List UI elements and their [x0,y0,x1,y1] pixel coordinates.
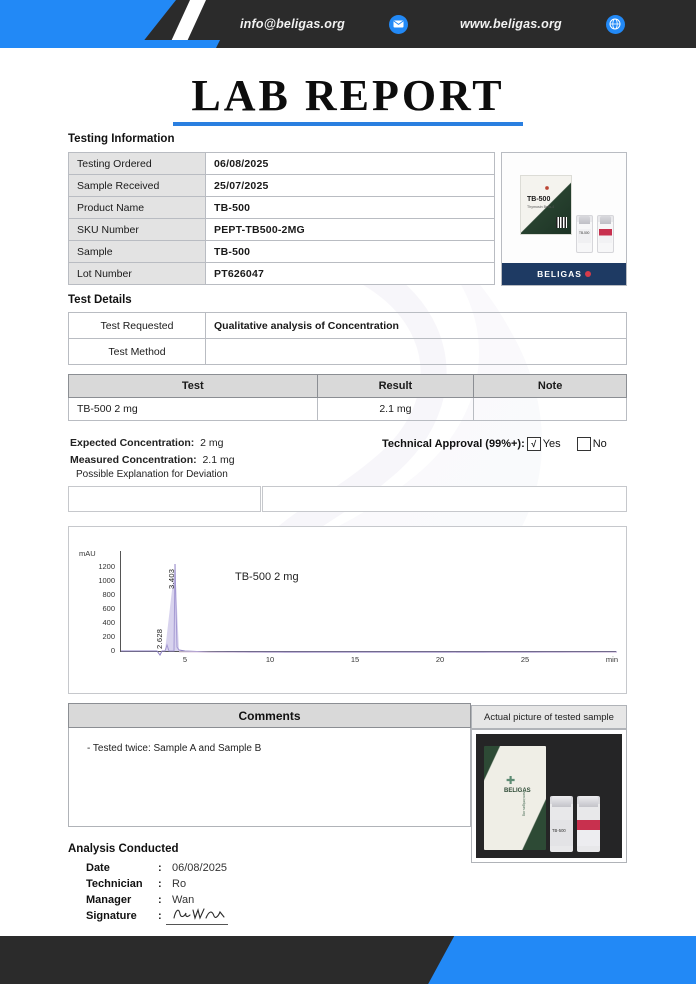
vial-cap [579,796,598,807]
product-box-title: TB-500 [527,196,551,203]
analysis-manager-value: Wan [172,894,195,906]
row-value: PT626047 [206,263,495,285]
comments-body [68,728,471,827]
row-label: Product Name [69,197,206,219]
table-header-row [69,375,627,398]
approval-yes-checkbox[interactable]: √ [527,437,541,451]
analysis-technician-value: Ro [172,878,187,890]
vial-label [550,820,573,846]
chart-x-axis-unit: min [605,655,618,664]
measured-concentration-label: Measured Concentration: [70,454,197,466]
analysis-date-label: Date [86,862,110,874]
vial-label [577,820,600,846]
column-header-test: Test [69,375,318,398]
analysis-date-row [86,862,227,874]
section-heading-analysis-conducted: Analysis Conducted [68,843,179,855]
brand-band [502,263,626,285]
section-heading-testing-information: Testing Information [68,133,175,145]
vial-label [578,229,591,243]
analysis-technician-label: Technician [86,878,143,890]
row-value: TB-500 [206,241,495,263]
product-image-box [501,152,627,286]
sample-vial-graphic [577,796,600,852]
page-header [0,0,696,48]
page-footer [0,936,696,984]
vial-cap [552,796,571,807]
y-tick-label: 400 [102,618,115,627]
brand-mark-icon [543,184,551,192]
table-row [69,398,627,421]
row-label: Sample Received [69,175,206,197]
vial-cap [579,216,590,224]
page-title: LAB REPORT [191,71,505,120]
y-tick-label: 800 [102,590,115,599]
header-email-text: info@beligas.org [240,17,345,31]
brand-dot-icon [585,271,591,277]
table-row [69,197,495,219]
brand-name: BELIGAS [537,269,582,279]
vial-label [599,229,612,243]
y-tick-label: 600 [102,604,115,613]
testing-information-table [68,152,495,285]
qr-code-icon [556,217,567,228]
row-label: Test Method [69,339,206,365]
vial-graphic [597,215,614,253]
sample-picture-header: Actual picture of tested sample [471,705,627,729]
y-tick-label: 0 [110,646,115,655]
row-label: Lot Number [69,263,206,285]
cell-test: TB-500 2 mg [69,398,318,421]
x-tick-label: 25 [520,655,530,664]
column-header-result: Result [317,375,474,398]
signature-line [166,924,228,925]
table-row [69,263,495,285]
vial-cap [600,216,611,224]
x-tick-label: 10 [265,655,275,664]
deviation-input-left[interactable] [68,486,261,512]
section-heading-test-details: Test Details [68,294,132,306]
approval-yes-label: Yes [542,438,561,450]
title-underline [173,122,523,126]
expected-concentration [70,437,223,449]
table-row [69,175,495,197]
table-row [69,153,495,175]
analysis-signature-row [86,910,172,922]
footer-blue-shape [386,936,696,984]
header-blue-underline-shape [0,40,220,48]
vial-label-text: TB-500 [579,231,590,235]
test-details-table [68,312,627,365]
row-value: 06/08/2025 [206,153,495,175]
sample-box-graphic [484,746,546,850]
chart-plot-area [69,527,626,693]
analysis-signature-label: Signature [86,910,137,922]
globe-icon[interactable] [606,15,625,34]
analysis-manager-label: Manager [86,894,132,906]
table-row [69,219,495,241]
x-tick-label: 15 [350,655,360,664]
analysis-technician-row [86,878,186,890]
colon-separator: : [158,894,162,906]
envelope-icon[interactable] [389,15,408,34]
deviation-explanation-label: Possible Explanation for Deviation [76,469,228,480]
header-contact-group [240,0,696,48]
technical-approval-group [382,437,621,451]
row-value: TB-500 [206,197,495,219]
cell-result: 2.1 mg [317,398,474,421]
sample-vial-graphic [550,796,573,852]
deviation-input-right[interactable] [262,486,627,512]
colon-separator: : [158,878,162,890]
page-title-block [0,72,696,126]
peak-label-main: 3.403 [167,568,176,589]
sample-brand-name: BELIGAS [504,788,531,794]
comments-header: Comments [68,703,471,728]
row-value: 25/07/2025 [206,175,495,197]
expected-concentration-label: Expected Concentration: [70,437,195,449]
table-row [69,241,495,263]
colon-separator: : [158,910,162,922]
y-tick-label: 200 [102,632,115,641]
approval-no-label: No [592,438,607,450]
sample-brand-url: www.beligas.org [522,790,526,817]
product-box-subtitle: Thymosin Beta-4 [527,205,555,209]
column-header-note: Note [474,375,627,398]
chart-y-axis-label: mAU [79,549,96,558]
analysis-date-value: 06/08/2025 [172,862,228,874]
sample-photo [476,734,622,858]
x-tick-label: 20 [435,655,445,664]
x-tick-label: 5 [182,655,188,664]
colon-separator: : [158,862,162,874]
row-value [206,339,627,365]
vial-graphic [576,215,593,253]
header-website-text: www.beligas.org [459,17,562,31]
product-box-graphic [520,175,572,235]
y-tick-label: 1200 [98,562,115,571]
results-table [68,374,627,421]
signature-mark [172,905,230,923]
row-label: SKU Number [69,219,206,241]
vial-label-text: TB-500 [552,828,566,833]
row-value: Qualitative analysis of Concentration [206,313,627,339]
measured-concentration [70,454,235,466]
approval-no-checkbox[interactable] [577,437,591,451]
table-row [69,313,627,339]
chromatogram-trace [69,527,628,695]
technical-approval-label: Technical Approval (99%+): [382,438,525,450]
row-label: Test Requested [69,313,206,339]
sample-picture-box [471,729,627,863]
row-value: PEPT-TB500-2MG [206,219,495,241]
cell-note [474,398,627,421]
row-label: Sample [69,241,206,263]
table-row [69,339,627,365]
chromatogram-chart [68,526,627,694]
row-label: Testing Ordered [69,153,206,175]
measured-concentration-value: 2.1 mg [202,454,235,466]
peak-label-secondary: 2.628 [155,628,164,649]
medical-cross-icon: ✚ [506,775,516,787]
y-tick-label: 1000 [98,576,115,585]
comment-item: - Tested twice: Sample A and Sample B [87,743,262,754]
chart-annotation: TB-500 2 mg [235,571,299,583]
expected-concentration-value: 2 mg [200,437,224,449]
